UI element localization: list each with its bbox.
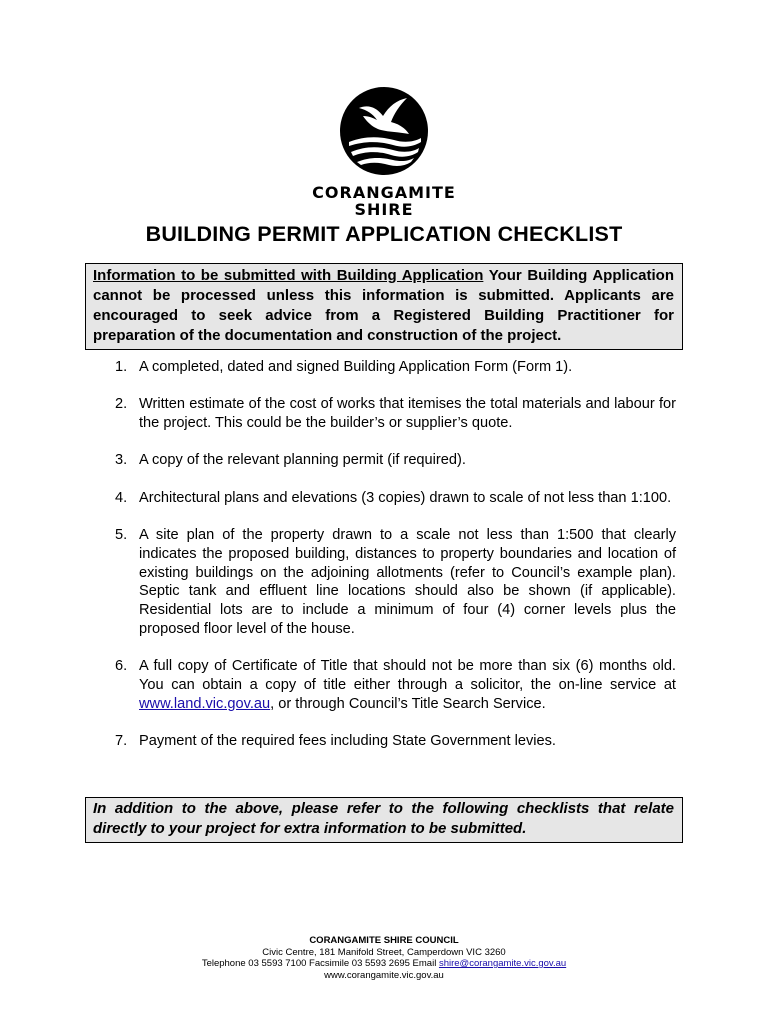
- page-title: BUILDING PERMIT APPLICATION CHECKLIST: [145, 222, 623, 246]
- footer: [0, 935, 768, 981]
- item-number: 5.: [115, 527, 128, 544]
- footer-email-link[interactable]: shire@corangamite.vic.gov.au: [438, 958, 567, 969]
- item-text: Written estimate of the cost of works that itemises the total materials and labour for the project. This could be the builder’s or supplier’s quote.: [139, 396, 676, 432]
- item-number: 3.: [115, 452, 128, 469]
- item-number: 6.: [115, 658, 128, 675]
- checklist-item: [92, 489, 676, 508]
- item-number: 1.: [115, 359, 128, 375]
- checklist: [92, 358, 676, 769]
- land-vic-link[interactable]: www.land.vic.gov.au: [139, 695, 271, 712]
- footer-org: CORANGAMITE SHIRE COUNCIL: [309, 935, 459, 946]
- item-text: Architectural plans and elevations (3 copies) drawn to scale of not less than 1:100.: [139, 489, 672, 506]
- checklist-item: [92, 395, 676, 432]
- item-text: A site plan of the property drawn to a scale not less than 1:500 that clearly indicates the proposed building, distances to property boundaries and location of existing buildings on the adjoining allotments (refer to Council’s example plan). Septic tank and effluent line locations should also be shown (if applicable). Residential lots are to include a minimum of four (4) corner levels plus the proposed floor level of the house.: [139, 527, 676, 637]
- footer-address: Civic Centre, 181 Manifold Street, Camperdown VIC 3260: [262, 946, 506, 958]
- footer-website: www.corangamite.vic.gov.au: [324, 969, 444, 981]
- checklist-item: [92, 451, 676, 470]
- footer-contact-text: Telephone 03 5593 7100 Facsimile 03 5593 2695 Email: [201, 958, 439, 969]
- checklist-item: [92, 732, 676, 751]
- item-text-before: A full copy of Certificate of Title that should not be more than six (6) months old. You can obtain a copy of title either through a solicitor, the on-line service at: [139, 658, 676, 693]
- addition-text: In addition to the above, please refer to the following checklists that relate directly to your project for extra information to be submitted.: [93, 800, 674, 837]
- logo-text-line2: SHIRE: [354, 200, 414, 219]
- intro-heading: Information to be submitted with Building Application: [93, 267, 484, 284]
- item-text: Payment of the required fees including State Government levies.: [139, 732, 556, 749]
- logo-text-line1: CORANGAMITE: [312, 183, 456, 202]
- checklist-item: [92, 657, 676, 713]
- item-text: A completed, dated and signed Building Application Form (Form 1).: [139, 359, 573, 375]
- item-number: 2.: [115, 396, 128, 413]
- checklist-item: [92, 526, 676, 638]
- item-text: A copy of the relevant planning permit (if required).: [139, 452, 466, 469]
- intro-box: [85, 263, 683, 350]
- item-number: 7.: [115, 732, 128, 749]
- footer-contact: [0, 958, 768, 970]
- bird-emblem-icon: [339, 86, 429, 176]
- item-text-after: , or through Council’s Title Search Service.: [270, 695, 546, 712]
- intro-text: Your Building Application cannot be processed unless this information is submitted. Applicants are encouraged to seek advice from a Registered Building Practitioner for preparation of the documentation and construction of the project.: [93, 267, 674, 344]
- addition-box: [85, 797, 683, 843]
- item-number: 4.: [115, 489, 128, 506]
- shire-logo: [0, 86, 768, 218]
- checklist-item: [92, 358, 676, 377]
